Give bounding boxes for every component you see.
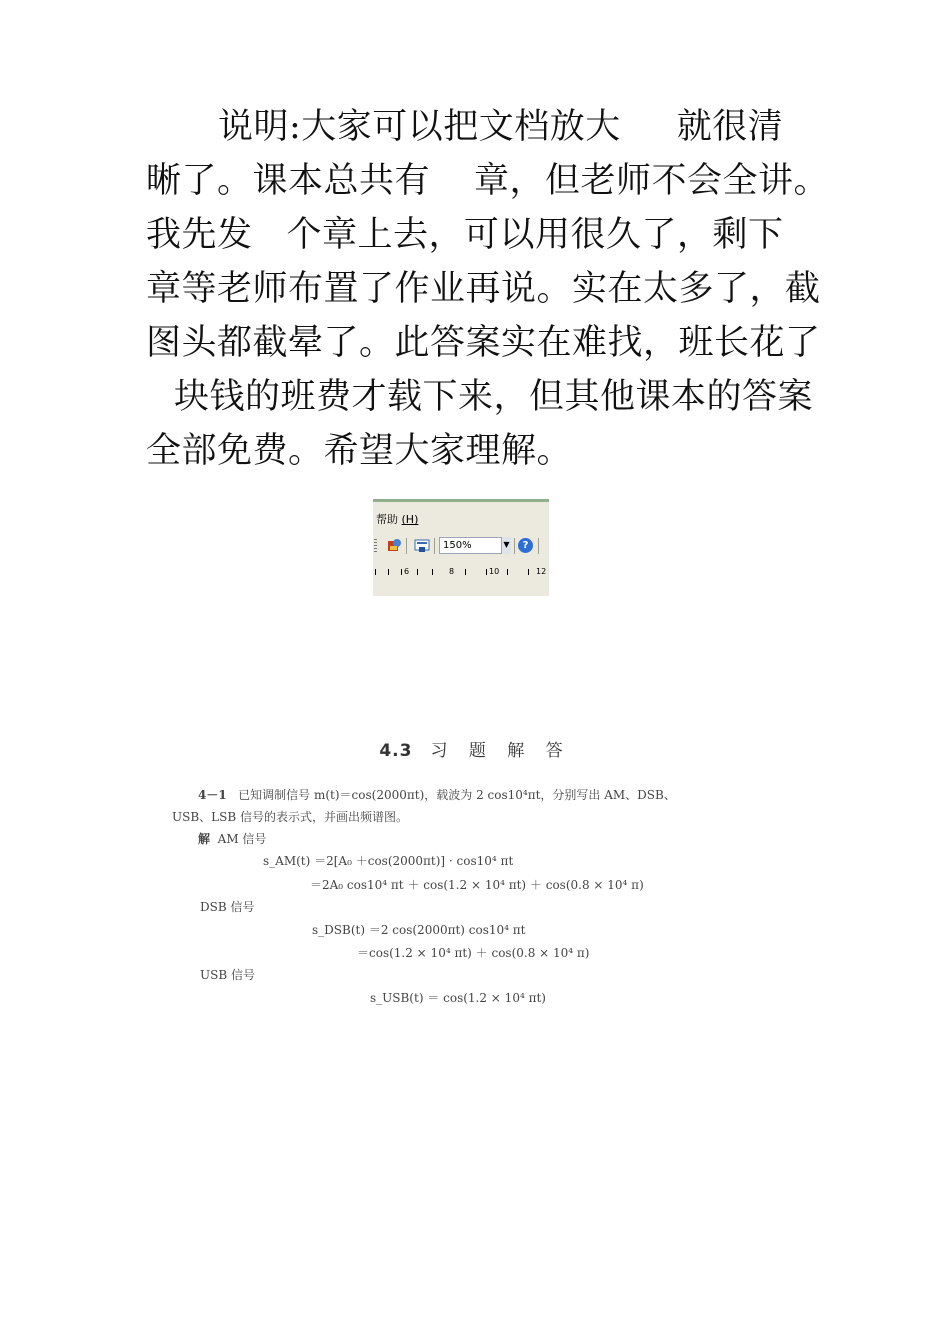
problem-line: 4－1 已知调制信号 m(t)＝cos(2000πt)，载波为 2 cos10⁴πt，分别写出 AM、DSB、 — [198, 788, 676, 802]
toolbar-separator — [434, 538, 435, 554]
help-icon[interactable]: ? — [518, 538, 533, 553]
standard-toolbar — [373, 535, 549, 557]
solution-line: 解 AM 信号 — [198, 832, 267, 846]
equation: ＝2A₀ cos10⁴ πt ＋ cos(1.2 × 10⁴ πt) ＋ cos(0.8 × 10⁴ π) — [310, 878, 644, 892]
ruler-label: 10 — [489, 567, 500, 576]
toolbar-separator — [514, 538, 515, 554]
problem-line: USB、LSB 信号的表示式，并画出频谱图。 — [172, 810, 408, 824]
equation: ＝cos(1.2 × 10⁴ πt) ＋ cos(0.8 × 10⁴ π) — [357, 946, 590, 960]
ruler-label: 6 — [404, 567, 410, 576]
zoom-select[interactable]: 150% — [439, 537, 511, 554]
signal-label: DSB 信号 — [200, 900, 255, 914]
intro-line: 图头都截晕了。此答案实在难找，班长花了 — [146, 323, 821, 363]
ruler-label: 8 — [449, 567, 455, 576]
reading-icon[interactable] — [413, 537, 431, 554]
equation: s_AM(t) ＝2[A₀ ＋cos(2000πt)] · cos10⁴ πt — [263, 854, 514, 868]
grip-icon[interactable] — [374, 539, 377, 553]
intro-line: 我先发 个章上去，可以用很久了，剩下 — [146, 215, 784, 255]
signal-label: USB 信号 — [200, 968, 255, 982]
intro-line: 全部免费。希望大家理解。 — [146, 431, 573, 471]
help-menu[interactable]: 帮助 (H) — [376, 513, 419, 526]
equation: s_DSB(t) ＝2 cos(2000πt) cos10⁴ πt — [312, 923, 526, 937]
ruler-label: 12 — [536, 567, 547, 576]
intro-line: 说明:大家可以把文档放大 就很清 — [218, 107, 784, 147]
ruler — [373, 565, 549, 579]
intro-paragraph — [146, 100, 846, 478]
section-title: 4.3 习 题 解 答 — [379, 741, 571, 761]
intro-line: 晰了。课本总共有 章，但老师不会全讲。 — [146, 161, 830, 201]
dropdown-arrow-icon[interactable]: ▼ — [501, 537, 511, 554]
research-icon[interactable] — [385, 537, 403, 554]
equation: s_USB(t) ＝ cos(1.2 × 10⁴ πt) — [370, 991, 546, 1005]
toolbar-separator — [538, 538, 539, 554]
intro-line: 块钱的班费才载下来，但其他课本的答案 — [174, 377, 814, 417]
toolbar-separator — [406, 538, 407, 554]
intro-line: 章等老师布置了作业再说。实在太多了，截 — [146, 269, 821, 309]
toolbar-screenshot — [373, 499, 549, 596]
